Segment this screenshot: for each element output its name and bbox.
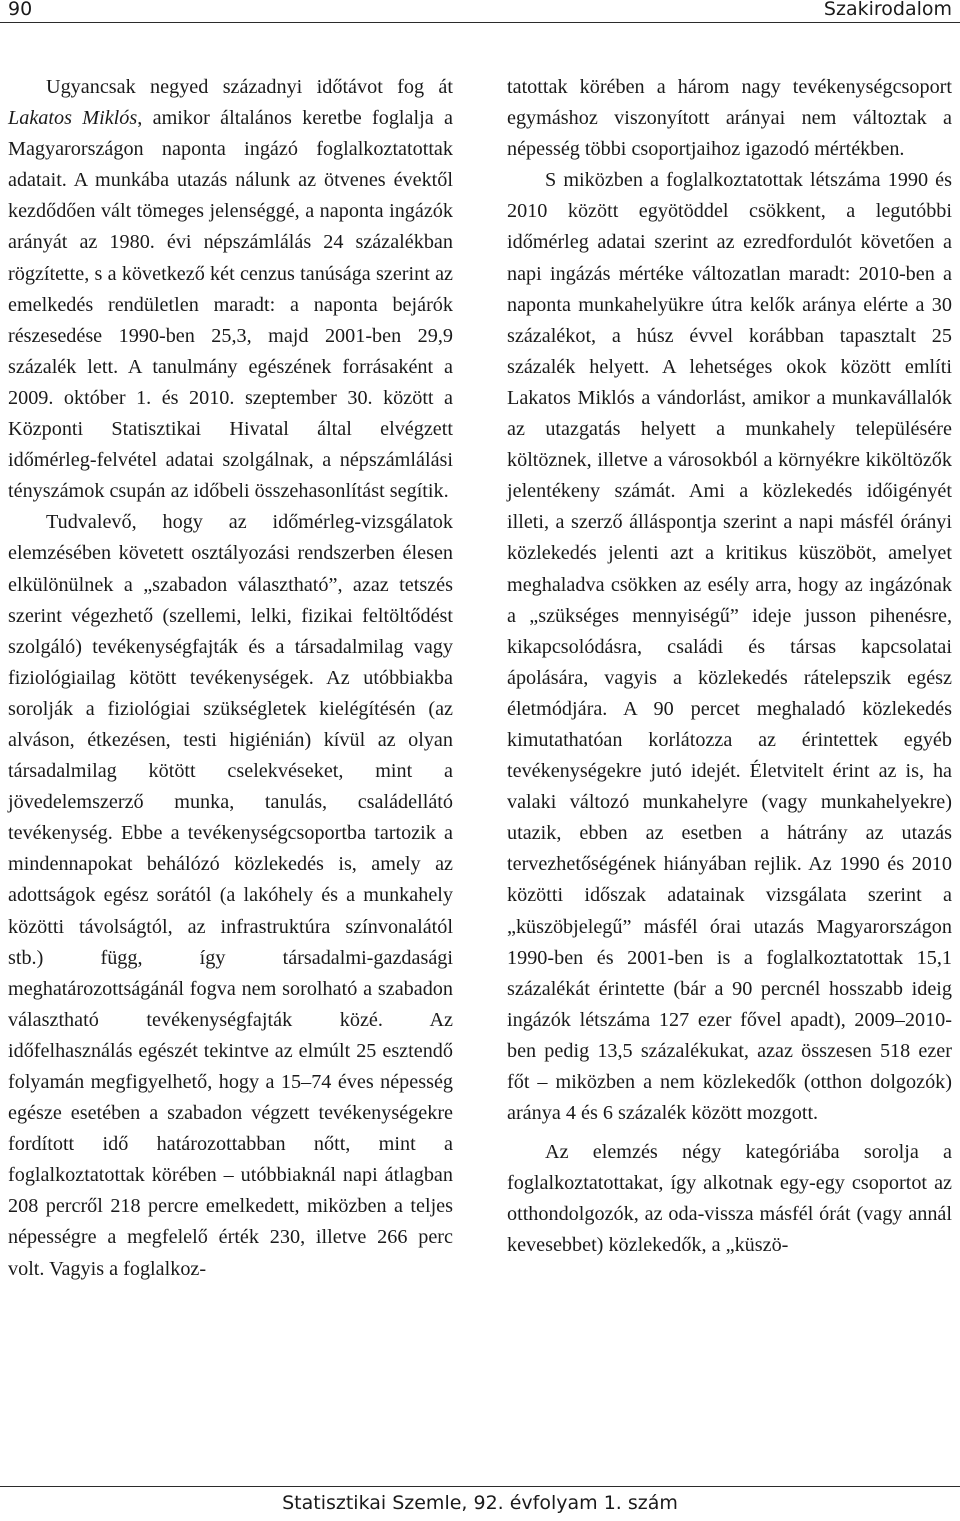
left-paragraph-2: Tudvalevő, hogy az időmérleg-vizsgálatok elemzésében követett osztályozási rendszerben élesen elkülönülnek a „szabadon választható”, azaz tetszés szerint végezhető (szellemi, lelki, fizikai feltöltődést szolgáló) tevékenységfajták és a társadalmilag vagy fiziológiailag kötött tevékenységek. Az utóbbiakba sorolják a fiziológiai szükségletek kielégítésén (az alváson, étkezésen, testi higiénián) kívül az olyan társadalmilag kötött cselekvéseket, mint a jövedelemszerző munka, tanulás, családellátó tevékenység. Ebbe a tevékenységcsoportba tartozik a mindennapokat behálózó közlekedés is, amely az adottságok egész sorától (a lakóhely és a munkahely közötti távolságtól, az infrastruktúra színvonalától stb.) függ, így társadalmi-gazdasági meghatározottságánál fogva nem sorolható a szabadon választható tevékenységfajták közé. Az időfelhasználás egészét tekintve az elmúlt 25 esztendő folyamán megfigyelhető, hogy a 15–74 éves népesség egésze esetében a szabadon végzett tevékenységekre fordított idő határozottabban nőtt, mint a foglalkoztatottak körében – utóbbiaknál napi átlagban 208 percről 218 percre emelkedett, miközben a teljes népességre a megfelelő érték 230, illetve 266 perc volt. Vagyis a foglalkoz- [8,511,453,1280]
right-paragraph-continuation: tatottak körében a három nagy tevékenységcsoport egymáshoz viszonyított arányai nem változtak a népesség többi csoportjaihoz igazodó mértékben. [507,76,952,161]
paragraph-text: Ugyancsak negyed századnyi időtávot fog át [46,76,453,98]
footer-journal-title: Statisztikai Szemle, 92. évfolyam 1. szám [282,1492,678,1514]
right-column [507,72,952,1262]
header-divider [0,22,960,23]
right-paragraph-3: Az elemzés négy kategóriába sorolja a foglalkoztatottakat, így alkotnak egy-egy csoportot az otthondolgozók, az oda-vissza másfél órát (vagy annál kevesebbet) közlekedők, a „küszö- [507,1141,952,1257]
page-header [0,0,960,22]
left-paragraph-1 [8,72,453,507]
page-number: 90 [8,0,33,20]
section-label: Szakirodalom [823,0,952,20]
footer-divider [0,1486,960,1487]
author-name: Lakatos Miklós [8,107,138,130]
right-paragraph-2: S miközben a foglalkoztatottak létszáma 1990 és 2010 között egyötöddel csökkent, a legutóbbi időmérleg adatai szerint az ezredfordulót követően a napi ingázás mértéke változatlan maradt: 2010-ben a naponta munkahelyükre útra kelők aránya elérte a 30 százalékot, a húsz évvel korábban tapasztalt 25 százalék helyett. A lehetséges okok között említi Lakatos Miklós a vándorlást, amikor a munkavállalók az utazgatás helyett a munkahely településére költöznek, illetve a városokból a környékre kiköltözők jelentékeny számát. Ami a közlekedés időigényét illeti, a szerző álláspontja szerint a napi másfél órányi közlekedés jelenti azt a kritikus küszöböt, amelyet meghaladva csökken az esély arra, hogy az ingázónak a „szükséges mennyiségű” ideje jusson pihenésre, kikapcsolódásra, családi és társas kapcsolatai ápolására, vagyis a közlekedés rátelepszik egész életmódjára. A 90 percet meghaladó közlekedés kimutathatóan korlátozza az érintettek egyéb tevékenységekre jutó idejét. Életvitelt érint az is, ha valaki változó munkahelyre (vagy munkahelyekre) utazik, ebben az esetben a hátrány az utazás tervezhetőségének hiányában rejlik. Az 1990 és 2010 közötti időszak adatainak vizsgálata szerint a „küszöbjelegű” másfél órai utazás Magyarországon 1990-ben és 2001-ben is a foglalkoztatottak 15,1 százalékát érintette (bár a 90 percnél hosszabb ideig ingázók létszáma 127 ezer fővel apadt), 2009–2010-ben pedig 13,5 százalékukat, azaz összesen 518 ezer főt – miközben a nem közlekedők (otthon dolgozók) aránya 4 és 6 százalék között mozgott. [507,169,952,1125]
paragraph-text: , amikor általános keretbe foglalja a Magyarországon naponta ingázó foglalkoztatottak adatait. A munkába utazás nálunk az ötvenes évektől kezdődően vált tömeges jelenséggé, a naponta ingázók arányát az 1980. évi népszámlálás 24 százalékban rögzítette, s a következő két cenzus tanúsága szerint az emelkedés rendületlen maradt: a naponta bejárók részesedése 1990-ben 25,3, majd 2001-ben 29,9 százalék lett. A tanulmány egészének forrásaként a 2009. október 1. és 2010. szeptember 30. között a Központi Statisztikai Hivatal által elvégzett időmérleg-felvétel adatai szolgálnak, a népszámlálási tényszámok csupán az időbeli összehasonlítást segítik. [8,107,453,503]
left-column [8,72,453,1285]
